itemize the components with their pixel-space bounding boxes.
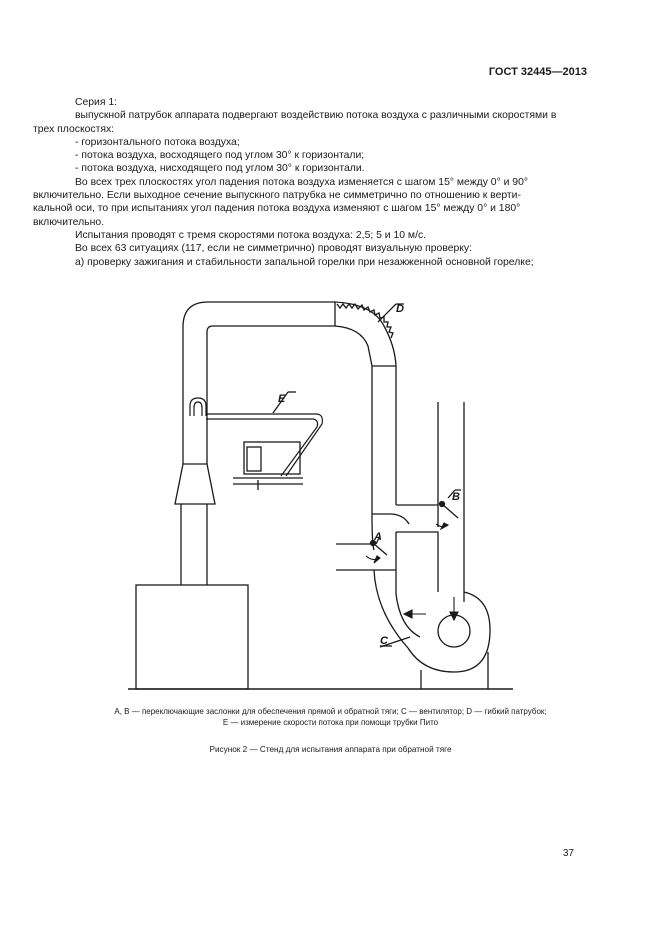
- test-stand-diagram: [118, 292, 518, 697]
- para3: Испытания проводят с тремя скоростями потока воздуха: 2,5; 5 и 10 м/с.: [75, 229, 427, 241]
- list-item-3: - потока воздуха, нисходящего под углом 30° к горизонтали.: [75, 163, 365, 175]
- para2-line-4: включительно.: [33, 216, 104, 228]
- label-d: D: [396, 303, 404, 315]
- legend-line-2: E — измерение скорости потока при помощи трубки Пито: [222, 718, 439, 727]
- pitot-tube: [194, 402, 202, 416]
- meter-display: [247, 447, 261, 471]
- para5: а) проверку зажигания и стабильности запальной горелки при незажженной основной горелке;: [75, 256, 534, 268]
- flue-pipe: [181, 504, 207, 585]
- para4: Во всех 63 ситуациях (117, если не симметрично) проводят визуальную проверку:: [75, 243, 473, 255]
- list-item-2: - потока воздуха, восходящего под углом 30° к горизонтали;: [75, 150, 365, 162]
- flexible-duct: [335, 302, 396, 366]
- fan-stand: [421, 652, 488, 689]
- document-id: ГОСТ 32445—2013: [488, 66, 587, 78]
- intro-line-2: трех плоскостях:: [33, 123, 115, 135]
- list-item-1: - горизонтального потока воздуха;: [75, 136, 240, 148]
- label-a: A: [374, 531, 382, 543]
- label-c: C: [380, 635, 388, 647]
- label-e: E: [278, 393, 286, 405]
- para2-line-2: включительно. Если выходное сечение выпускного патрубка не симметрично по отношению к верти-: [33, 190, 521, 202]
- body-text: [33, 96, 583, 269]
- upper-duct: [183, 302, 335, 464]
- draft-hood: [175, 464, 215, 504]
- page-number: 37: [562, 848, 574, 859]
- series-title: Серия 1:: [75, 97, 118, 108]
- fan-housing: [408, 592, 490, 672]
- para2-line-3: кальной оси, то при испытаниях угол падения потока воздуха изменяют с шагом 15° между 0° и 180°: [33, 203, 521, 215]
- label-b: B: [452, 491, 460, 503]
- appliance-box: [136, 585, 248, 689]
- figure-caption: Рисунок 2 — Стенд для испытания аппарата при обратной тяге: [209, 745, 452, 754]
- legend-line-1: A, B — переключающие заслонки для обеспечения прямой и обратной тяги; C — вентилятор; D — гибкий патрубок;: [114, 707, 547, 716]
- para2-line-1: Во всех трех плоскостях угол падения потока воздуха изменяется с шагом 15° между 0° и 90°: [75, 176, 529, 188]
- right-vertical-duct: [372, 366, 396, 514]
- figure-legend: [0, 706, 661, 728]
- fan-inlet-duct: [396, 532, 438, 637]
- intro-line-1: выпускной патрубок аппарата подвергают воздействию потока воздуха с различными скоростями в: [75, 110, 557, 122]
